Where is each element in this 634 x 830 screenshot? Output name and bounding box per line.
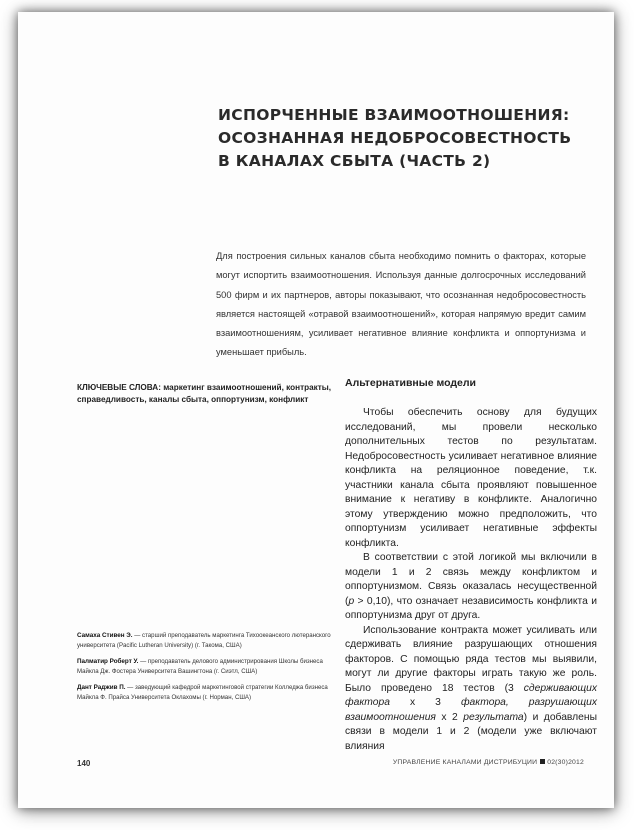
author-name: Самаха Стивен Э. [77, 632, 133, 639]
section-title: Альтернативные модели [345, 377, 477, 389]
title-line-2: ОСОЗНАННАЯ НЕДОБРОСОВЕСТНОСТЬ [218, 129, 572, 147]
author-info-2 [77, 657, 339, 676]
author-description: — старший преподаватель маркетинга Тихоокеанского лютеранского университета (Pacific Lutheran University) (г. Такома, США) [77, 632, 331, 649]
author-name: Дант Раджив П. [77, 684, 126, 691]
keywords: КЛЮЧЕВЫЕ СЛОВА: маркетинг взаимоотношений, контракты, справедливость, каналы сбыта, оппортунизм, конфликт [77, 383, 332, 404]
paragraph-2: В соответствии с этой логикой мы включили в модели 1 и 2 связь между конфликтом и оппортунизмом. Связь оказалась несущественной (p > 0,10), что означает независимость конфликта и оппортунизма друг от друга. [345, 552, 597, 621]
article-title [218, 104, 578, 173]
journal-name: УПРАВЛЕНИЕ КАНАЛАМИ ДИСТРИБУЦИИ [392, 759, 538, 766]
page-number: 140 [77, 759, 91, 768]
title-line-1: ИСПОРЧЕННЫЕ ВЗАИМООТНОШЕНИЯ: [218, 106, 570, 124]
author-description: — заведующий кафедрой маркетинговой стратегии Колледжа бизнеса Майкла Ф. Прайса Университета Оклахомы (г. Норман, США) [77, 684, 328, 701]
author-name: Палматир Роберт У. [77, 658, 139, 665]
journal-issue: 02(30)2012 [547, 759, 584, 766]
paragraph-1: Чтобы обеспечить основу для будущих исследований, мы провели несколько дополнительных тестов по результатам. Недобросовестность усиливает негативное влияние конфликта на реляционное поведение, т.к. участники канала сбыта проявляют повышенное внимание к негативу в конфликте. Аналогично этому утверждению можно предположить, что оппортунизм усиливает негативные эффекты конфликта. [345, 407, 597, 549]
paragraph-3: Использование контракта может усиливать или сдерживать влияние разрушающих отношения факторов. С помощью ряда тестов мы выявили, могут ли другие факторы играть такую же роль. Было проведено 18 тестов (3 сдерживающих фактора х 3 фактора, разрушающих взаимоотношения х 2 результата) и добавлены связи в модели 1 и 2 (модели уже включают влияния [345, 624, 598, 752]
body-text [345, 406, 597, 754]
title-line-3: В КАНАЛАХ СБЫТА (ЧАСТЬ 2) [218, 152, 491, 170]
author-info-1 [77, 631, 339, 650]
journal-footer [393, 759, 584, 766]
author-info-3 [77, 683, 339, 702]
square-bullet-icon [540, 759, 545, 764]
abstract: Для построения сильных каналов сбыта необходимо помнить о факторах, которые могут испортить взаимоотношения. Используя данные долгосрочных исследований 500 фирм и их партнеров, авторы показывают, что осознанная недобросовестность является настоящей «отравой взаимоотношений», которая напрямую вредит самим взаимоотношениям, усиливает негативное влияние конфликта и оппортунизма и уменьшает прибыль. [216, 251, 586, 358]
document-page [18, 12, 614, 808]
author-description: — преподаватель делового администрирования Школы бизнеса Майкла Дж. Фостера Университета Вашингтона (г. Сиэтл, США) [77, 658, 323, 675]
